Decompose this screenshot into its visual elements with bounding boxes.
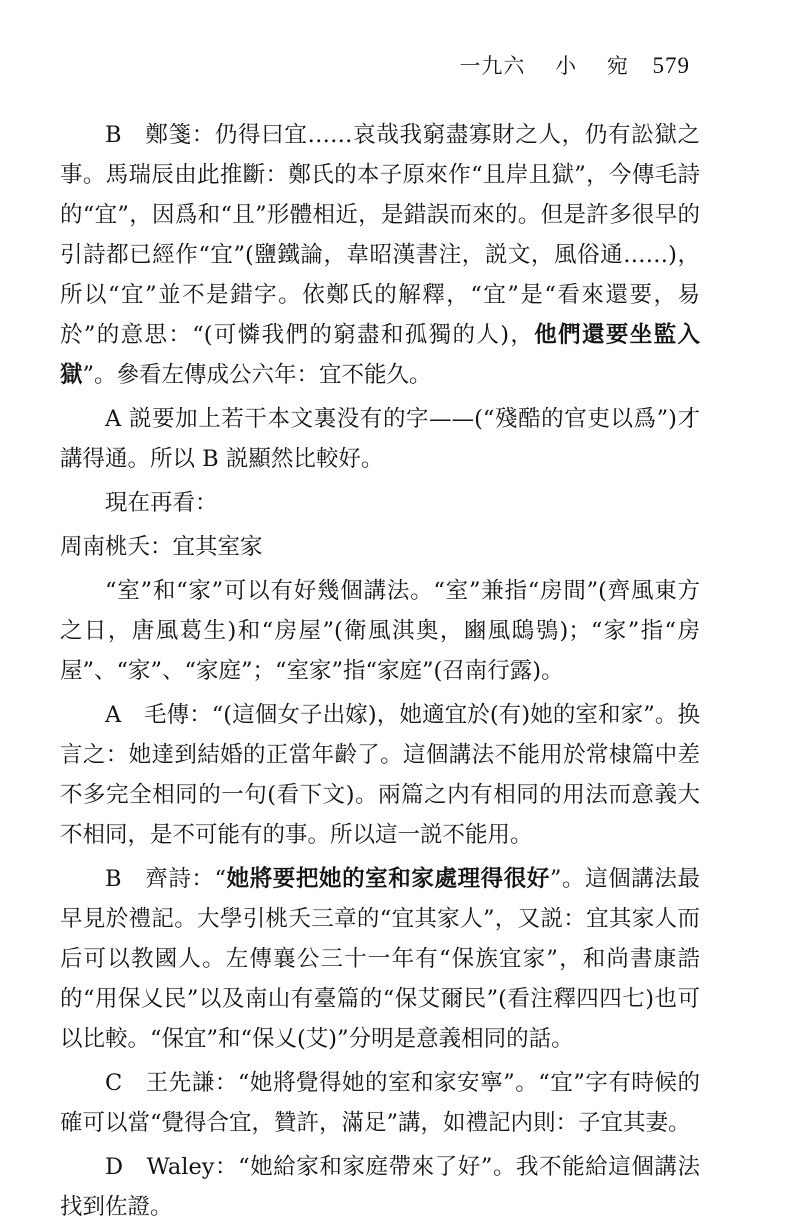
text-segment: ”。參看左傳成公六年：宜不能久。 xyxy=(82,362,432,388)
text-segment: B 齊詩：“ xyxy=(105,866,227,892)
paragraph-b-qi-shi xyxy=(60,859,700,1059)
section-number: 一九六 xyxy=(459,54,526,78)
paragraph-d-waley xyxy=(60,1147,700,1227)
text-segment: 現在再看： xyxy=(105,490,218,516)
paragraph-shi-jia xyxy=(60,571,700,691)
text-segment: A 説要加上若干本文裏没有的字——(“殘酷的官吏以爲”)才講得通。所以 B 説顯然比較好。 xyxy=(60,406,700,472)
paragraph-a-mao-zhuan xyxy=(60,695,700,855)
body-text xyxy=(60,115,700,1227)
text-segment: 周南桃夭：宜其室家 xyxy=(60,534,263,560)
poem-title-char-2: 宛 xyxy=(606,54,629,78)
paragraph-conclusion xyxy=(60,399,700,479)
verse-heading xyxy=(60,527,700,567)
text-segment: “室”和“家”可以有好幾個講法。“室”兼指“房間”(齊風東方之日，唐風葛生)和“房屋”(衛風淇奥，豳風鴟鴞)；“家”指“房屋”、“家”、“家庭”；“室家”指“家庭”(召南行露)。 xyxy=(60,578,700,684)
paragraph-c-wang-xianqian xyxy=(60,1063,700,1143)
bold-quote: 她將要把她的室和家處理得很好 xyxy=(226,866,550,892)
text-segment: C 王先謙：“她將覺得她的室和家安寧”。“宜”字有時候的確可以當“覺得合宜，贊許，滿足”講，如禮記内則：子宜其妻。 xyxy=(60,1070,700,1136)
text-segment: ”。這個講法最早見於禮記。大學引桃夭三章的“宜其家人”，又説：宜其家人而后可以教國人。左傳襄公三十一年有“保族宜家”，和尚書康誥的“用保乂民”以及南山有臺篇的“保艾爾民”(看注釋四四七)也可以比較。“保宜”和“保乂(艾)”分明是意義相同的話。 xyxy=(60,866,700,1052)
paragraph-b-zheng-jian xyxy=(60,115,700,395)
text-segment: D Waley：“她給家和家庭帶來了好”。我不能給這個講法找到佐證。 xyxy=(60,1154,700,1220)
bold-quote: 他們還要坐監入獄 xyxy=(60,322,700,388)
paragraph-now-look xyxy=(60,483,700,523)
poem-title-char-1: 小 xyxy=(555,54,578,78)
page-number: 579 xyxy=(652,53,690,78)
running-head xyxy=(459,50,690,80)
text-segment: B 鄭箋：仍得曰宜……哀哉我窮盡寡財之人，仍有訟獄之事。馬瑞辰由此推斷：鄭氏的本子原來作“且岸且獄”，今傳毛詩的“宜”，因爲和“且”形體相近，是錯誤而來的。但是許多很早的引詩都已經作“宜”(鹽鐵論，韋昭漢書注，説文，風俗通……)，所以“宜”並不是錯字。依鄭氏的解釋，“宜”是“看來還要，易於”的意思：“(可憐我們的窮盡和孤獨的人)， xyxy=(60,122,700,348)
text-segment: A 毛傳：“(這個女子出嫁)，她適宜於(有)她的室和家”。换言之：她達到結婚的正當年齡了。這個講法不能用於常棣篇中差不多完全相同的一句(看下文)。兩篇之内有相同的用法而意義大不相同，是不可能有的事。所以這一説不能用。 xyxy=(60,702,700,848)
